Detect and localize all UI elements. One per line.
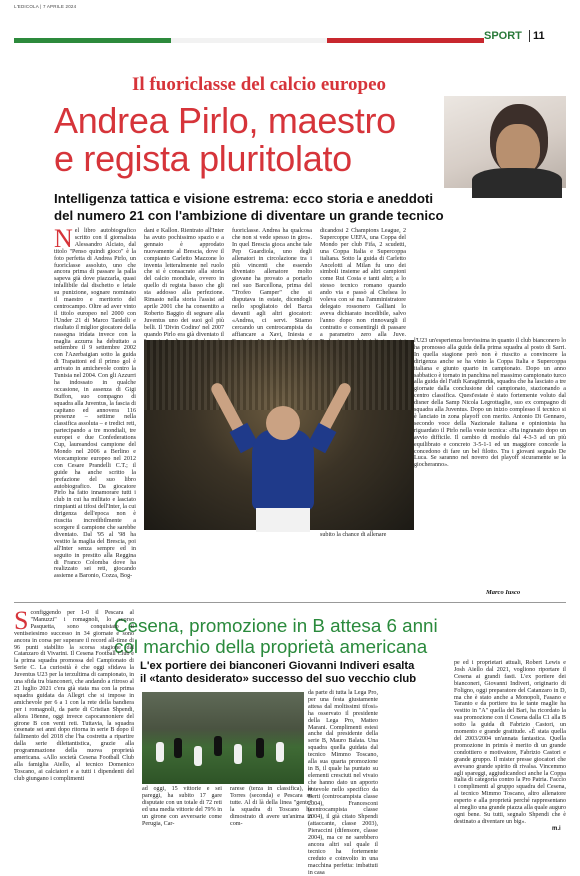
- pirlo-celebration-photo: [144, 340, 414, 530]
- article1-kicker: Il fuoriclasse del calcio europeo: [132, 74, 387, 95]
- article2-column-2-text: da parte di tutta la Lega Pro, per una festa giustamente attesa dal moltissimi tifosi» ha osservato il presidente della Lega Pro, Matteo Marani. Complimenti estesi anche dal presidente della serie B, Mauro Balata. Una squadra quella guidata dal tecnico Mimmo Toscano, alla sua quarta promozione in B, il quale ha puntato su elementi cresciuti nel vivaio che hanno dato un apporto notevole nello specifico da Berti (centrocampista classe 2004), Francesconi (centrocampista classe 2004), il già citato Shpendi (attaccante, classe 2003), Pieraccini (difensore, classe 2004), ma ce ne sarebbero ancora altri sul quale il tecnico ha fortemente creduto e coinvolto in una macchina perfetta: imbattuti in casa: [308, 690, 378, 876]
- article2-column-1-text: configgendo per 1-0 il Pescara al "Manuzzi" i romagnoli, lo scorso Pasquetta, sono conquistato il ventiseiesimo successo in 34 giornate e sono ancora in corsa per superare il record all-time di 96 punti stabilito la scorsa stagione dal Catanzaro di Vivarini. Il Cesena Football Club è la prima squadra promossa del Campionato di Serie C. La curiosità è che oggi sfidava la Juventus U23 per la terzultima di campionato, in una sfida tra bianconeri, che andando a ritroso al 21 luglio 2021 c'era già stata ma con la prima squadra guidata da Allegri che si impose in amichevole per 6 a 1 con la rete della bandiera per i romagnoli, da parte di Cristian Shpendi, allora 18enne, oggi invece capocannoniere del girone B con venti reti. Tuttavia, la squadra cesenate sei anni dopo ritorna in serie B dopo il fallimento del 2018 che l'ha costretta a ripartire dalla serie dilettantistica, grazie alla programmazione della nuova proprietà americana. «Allo società Cesena Football Club alla famiglia Aiello, al tecnico Domenico Toscano, ai calciatori e a tutti i dipendenti del club giungano i complimenti: [14, 610, 134, 782]
- article2-drop-cap: S: [14, 606, 29, 635]
- article2-column-5: [454, 660, 566, 824]
- article1-column-2: [144, 228, 224, 338]
- article2-column-3-text: ad oggi, 15 vittorie e sei pareggi, ha subito 17 gare disputate con un totale di 72 reti ed una media vittorie del 79% in un girone con avversarie come Perugia, Car-: [142, 786, 222, 827]
- page-header: [0, 0, 580, 46]
- article1-headline: [54, 102, 434, 178]
- page-number: 11: [533, 30, 545, 42]
- article2-column-1: [14, 606, 134, 832]
- article2-byline: m.i: [552, 826, 561, 832]
- tricolor-stripe: [14, 38, 484, 43]
- article1-deck-line-1: Intelligenza tattica e visione estrema: ecco storia e aneddoti: [54, 191, 434, 206]
- article1-column-1: [54, 224, 136, 586]
- masthead: L'EDICOLA | 7 APRILE 2024: [14, 4, 77, 9]
- pirlo-portrait-photo: [444, 96, 566, 188]
- article2-column-2: [308, 690, 378, 876]
- article1-headline-line-1: Andrea Pirlo, maestro: [54, 100, 396, 141]
- article2-deck-line-1: L'ex portiere dei bianconeri Giovanni Indiveri esalta: [140, 660, 415, 672]
- article2-column-4-text: rarese (terza in classifica), la Torres (seconda) e Pescara su tutte. Al di là della linea "gente" la squadra di Toscano ha dimostrato di avere un'anima in com-: [230, 786, 312, 827]
- page-number-divider: [529, 30, 530, 42]
- article2-column-3: [142, 786, 222, 832]
- section-label: SPORT: [484, 30, 522, 42]
- article2-headline-line-1: Cesena, promozione in B attesa 6 anni: [114, 615, 438, 636]
- article-divider: [14, 602, 566, 603]
- article1-column-1-text: el libro autobiografico scritto con il giornalista Alessandro Alciato, dal titolo "Penso quindi gioco" è la foto perfetta di Andrea Pirlo, un fuoriclasse assoluto, uno che ancora prima di passare la palla sapeva già dove piazzarla, quasi infallibile dal dischetto e letale su punizione, sognare nominato il maestro e meritorio del centrocampo. Oltre ad aver vinto il titolo europeo nel 2000 con l'Under 21 di Marco Tardelli e risultato il miglior giocatore della rassegna iridata invece con la maglia azzurra ha debuttato a settembre il 9 settembre 2002 con l'Azerbaigian sotto la guida di Trapattoni ed il primo gol è arrivato in amichevole contro la Tunisia nel 2004. Con gli Azzurri ha indossato in qualche occasione, in assenza di Gigi Buffon, suo compagno di squadra alla Juventus, la fascia di capitano ed annovera 116 presenze – settime nella classifica assoluta – e tredici reti, partecipando a tre mondiali, tre europei e due Confederations Cup, laureandosi campione del Mondo nel 2006 a Berlino e vicecampione europeo nel 2012 con Cesare Prandelli C.T.; il guide ha anche scritto la prefazione del suo libro autobiografico. Da giocatore Pirlo ha fatto innamorare tutti i club in cui ha militato e lasciato rimpianti ai tifosi dell'Inter, la cui dirigenza dell'epoca non è riuscita incredibilmente a scorgere il campione che sarebbe diventato. Dal '95 al '98 ha vestito la maglia del Brescia, poi all'Inter senza sempre ed in seguito in prestito alla Reggina di Franco Colomba dove ha realizzato sei reti, giocando assieme a Baronio, Cozza, Bog-: [54, 228, 136, 580]
- article1-headline-line-2: e regista pluritolato: [54, 138, 352, 179]
- cesena-team-photo: [142, 692, 304, 784]
- article1-column-3: [232, 228, 312, 338]
- article1-column-4-text: dicandosi 2 Champions League, 2 Supercoppe UEFA, una Coppa del Mondo per club Fifa, 2 scudetti, una Coppa Italia e Supercoppa italiana. Sotto la guida di Carletto Ancelotti al Milan fu uno dei simboli insieme ad altri campioni come Rui Costa e tanti altri; a lo stesso tecnico romano quando ando via e passò al Chelsea lo voleva con sé ma l'amministratore delegato rossonero Galliani lo aveva dichiarato incedibile, salvo l'anno dopo non rinnovargli il contratto e consentirgli di passare a parametro zero alla Juve. subito la chance di allenare: [320, 228, 406, 538]
- article2-deck: [140, 660, 446, 686]
- article1-column-3-text: fuoriclasse. Andrea ha qualcosa che non si vede spesso in giro». In quel Brescia gioca anche tale Pep Guardiola, uno degli allenatori in circolazione tra i più vincenti che essendo diventato allenatore molto giovane ha provato a portarlo nel suo Barcellona, prima del "Trofeo Gamper" che si disputava in estate, dicendogli nello spogliatoio del Barca davanti agli altri giocatori: «Andrea, ci servi. Stiamo cercando un centrocampista da affiancare a Xavi, Iniesta e: [232, 228, 312, 338]
- article1-column-2-text: dani e Kallon. Rientrato all'Inter ha avuto pochissimo spazio e a gennaio è approdato nuovamente al Brescia, dove il compianto Carletto Mazzone lo inventa letteralmente nel ruolo che si è consacrato alla storia del calcio mondiale, ovvero in quello di regista basso che gli sta addosso alla perfezione. Rimasto nella storia l'assist ad aprile 2001 che ha consentito a Roberto Baggio di segnare alla Juventus uno dei suoi gol più belli. Il 'Divin Codino' nel 2007 quando Pirlo era già diventato il: [144, 228, 224, 338]
- article1-drop-cap: N: [54, 224, 73, 253]
- article2-column-4: [230, 786, 312, 832]
- article1-deck: [54, 190, 564, 224]
- article1-column-5: [414, 338, 566, 586]
- article2-column-5-text: pe ed i proprietari attuali, Robert Lewis e Josh Aiello dal 2021, vogliono riportare il Cesena ai grandi fasti. L'ex portiere dei bianconeri, Giovanni Indiveri, originario di Foligno, oggi preparatore del Catanzaro in D, ma che è stato anche a Monopoli, Fasano e Taranto e da portiere tra le tante maglie ha vestito in "A" quella del Bari, ha ricordato la sua promozione con il Cesena dalla C1 alla B sotto la guida di Fabrizio Castori, un momento e grande gratitude. «È stata quella del 2003/2004 un'annata fantastica. Quella promozione in primis è merito di un grande condottiero e motivatore, Fabrizio Castori e grande gruppo. Il mister presse giocatori che avevano grande spirito di rivalsa. Vincemmo agli spareggi, aggiudicandoci anche la Coppa Italia di categoria contro la Pro Patria. Faccio i complimenti al gruppo squadra del Cesena, al tecnico Mimmo Toscano, altro allenatore esperto e alla proprietà perché rappresentano al meglio una grande piazza alla quale auguro ogni bene. Su tutti, segnalo Shpendi che è destinato a diventare un big».: [454, 660, 566, 825]
- article2-headline: [114, 615, 564, 657]
- article1-column-5-text: l'U23 un'esperienza brevissima in quanto il club bianconero lo ha promosso alla guida della prima squadra al posto di Sarri. In quella stagione però non è riuscito a convincere la dirigenza anche se ha vinto la Coppa Italia e Supercoppa italiana e giunto quarto in campionato. Dopo un anno sabbatico è tornato in panchina nel massimo campionato turco alla guida del Fatih Karagümrük, squadra che ha lasciato a tre giornate dalla conclusione del campionato, stazionando a centro classifica. Quest'estate è stato fortemente voluto dal disner della Samp Nicola Legrottaglie, suo ex compagno di squadra alla Juventus. Dopo un inizio complesso il tecnico si è lanciato in zona playoff con merito. Antonio Di Gennaro, secondo voce della Nazionale italiana e opinionista ha riguardato il Pirlo nella veste tecnica: «Ha ingranato dopo un avvio difficile. Il cambio di modulo dal 4-3-3 ad un più equilibrato e concreto 3-5-1-1 ed un maggiore concede la concedono di fare un bel filotto. Tra i giovani segnalo De Luca. Se saranno nel novero dei playoff sicuramente se la giocheranno».: [414, 338, 566, 469]
- article1-byline: Marco Iusco: [486, 589, 521, 596]
- article1-deck-line-2: del numero 21 con l'ambizione di diventare un grande tecnico: [54, 208, 444, 223]
- article2-deck-line-2: il «tanto desiderato» successo del suo vecchio club: [140, 673, 417, 685]
- article2-headline-line-2: col marchio della proprietà americana: [114, 636, 428, 657]
